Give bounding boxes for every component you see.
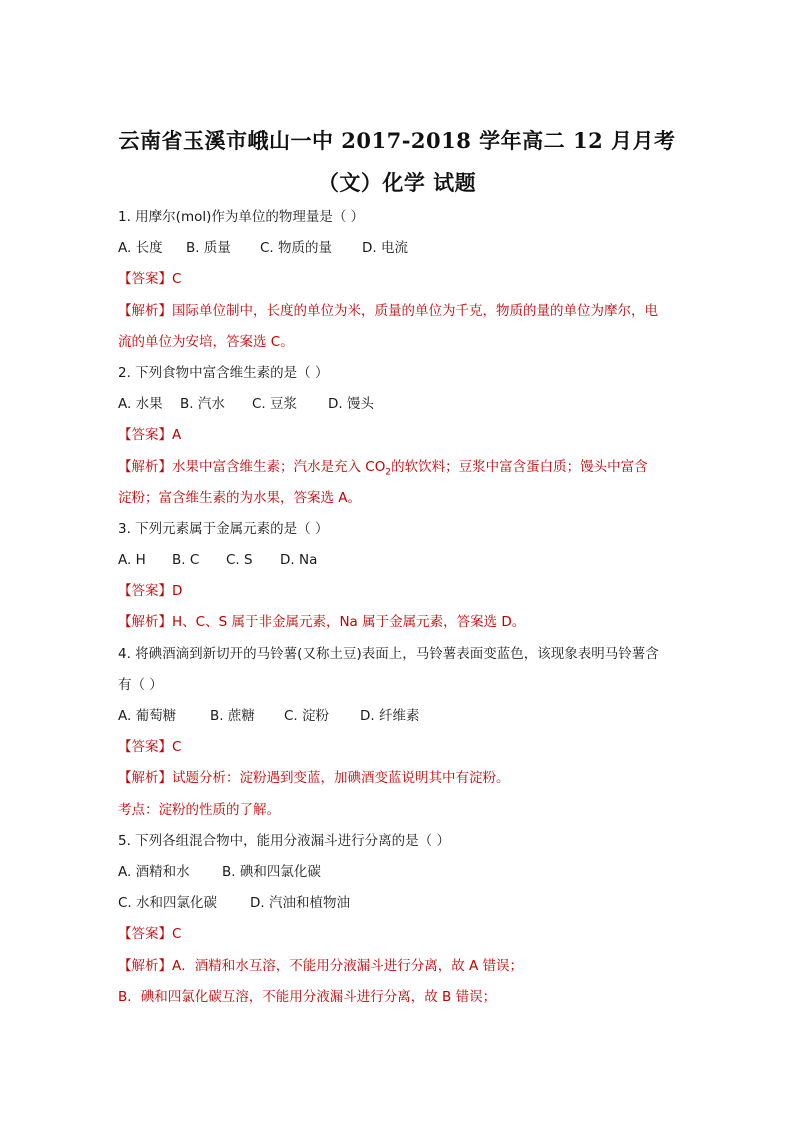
option: C. 物质的量 — [260, 240, 333, 257]
analysis-label: 【解析】 — [118, 302, 172, 319]
analysis-label: 【解析】 — [118, 770, 172, 787]
option: B. C — [172, 552, 200, 569]
analysis-line — [118, 296, 690, 327]
option: C. 水和四氯化碳 — [118, 895, 218, 912]
analysis-text: H、C、S 属于非金属元素，Na 属于金属元素，答案选 D。 — [172, 614, 526, 631]
answer-value: C — [172, 739, 182, 756]
option-row — [118, 701, 690, 732]
option: D. 纤维素 — [360, 708, 420, 724]
question-stem: 2. 下列食物中富含维生素的是（ ） — [118, 364, 329, 381]
analysis-label: 【解析】 — [118, 957, 172, 974]
option-row — [118, 389, 690, 420]
doc-title-line2: （文）化学 试题 — [317, 170, 477, 195]
option: A. H — [118, 552, 146, 569]
option: A. 酒精和水 — [118, 863, 190, 880]
analysis-text: 的软饮料；豆浆中富含蛋白质；馒头中富含 — [391, 458, 648, 475]
analysis-label: 【解析】 — [118, 458, 172, 475]
answer-value: A — [172, 427, 182, 444]
answer-line — [118, 732, 690, 763]
analysis-line — [118, 951, 690, 982]
note-line: 考点：淀粉的性质的了解。 — [118, 801, 280, 818]
question-stem: 3. 下列元素属于金属元素的是（ ） — [118, 520, 329, 537]
answer-line — [118, 576, 690, 607]
answer-label: 【答案】 — [118, 583, 172, 600]
analysis-line — [118, 763, 690, 794]
analysis-text: 国际单位制中，长度的单位为米，质量的单位为千克，物质的量的单位为摩尔，电 — [172, 302, 658, 319]
option: C. 淀粉 — [284, 708, 330, 724]
option: A. 葡萄糖 — [118, 708, 177, 724]
option-row — [118, 857, 690, 888]
option-row — [118, 545, 690, 576]
option: A. 水果 — [118, 396, 163, 413]
doc-title-line1: 云南省玉溪市峨山一中 2017-2018 学年高二 12 月月考 — [118, 128, 676, 153]
option: B. 碘和四氯化碳 — [222, 863, 321, 880]
answer-line — [118, 919, 690, 950]
analysis-line: B．碘和四氯化碳互溶，不能用分液漏斗进行分离，故 B 错误； — [118, 988, 497, 1005]
answer-value: C — [172, 271, 182, 288]
option: D. 馒头 — [328, 396, 374, 413]
question-stem: 5. 下列各组混合物中，能用分液漏斗进行分离的是（ ） — [118, 832, 450, 849]
analysis-line: 流的单位为安培，答案选 C。 — [118, 333, 294, 350]
option-row — [118, 233, 690, 264]
answer-line — [118, 264, 690, 295]
option: D. Na — [280, 552, 318, 569]
answer-line — [118, 420, 690, 451]
option: C. S — [226, 552, 253, 569]
analysis-line: 淀粉；富含维生素的为水果，答案选 A。 — [118, 489, 362, 506]
answer-value: C — [172, 926, 182, 943]
analysis-line — [118, 607, 690, 638]
option: B. 质量 — [186, 240, 231, 257]
answer-label: 【答案】 — [118, 926, 172, 943]
subscript: 2 — [385, 467, 392, 478]
answer-label: 【答案】 — [118, 427, 172, 444]
answer-value: D — [172, 583, 183, 600]
option: B. 蔗糖 — [210, 708, 255, 724]
analysis-text: 水果中富含维生素；汽水是充入 CO — [172, 458, 386, 475]
analysis-text: 试题分析：淀粉遇到变蓝，加碘酒变蓝说明其中有淀粉。 — [172, 770, 510, 787]
question-stem: 有（ ） — [118, 676, 163, 693]
option: D. 汽油和植物油 — [250, 895, 350, 912]
answer-label: 【答案】 — [118, 271, 172, 288]
option: D. 电流 — [362, 240, 408, 257]
question-stem: 1. 用摩尔(mol)作为单位的物理量是（ ） — [118, 209, 365, 225]
option: C. 豆浆 — [252, 396, 298, 413]
analysis-line — [118, 452, 690, 483]
analysis-label: 【解析】 — [118, 614, 172, 631]
option: B. 汽水 — [180, 396, 225, 413]
option: A. 长度 — [118, 240, 163, 257]
analysis-text: A．酒精和水互溶，不能用分液漏斗进行分离，故 A 错误； — [172, 957, 524, 974]
question-stem: 4. 将碘酒滴到新切开的马铃薯(又称土豆)表面上，马铃薯表面变蓝色，该现象表明马铃薯含 — [118, 645, 659, 662]
option-row — [118, 888, 690, 919]
question-list — [118, 202, 690, 1013]
answer-label: 【答案】 — [118, 739, 172, 756]
